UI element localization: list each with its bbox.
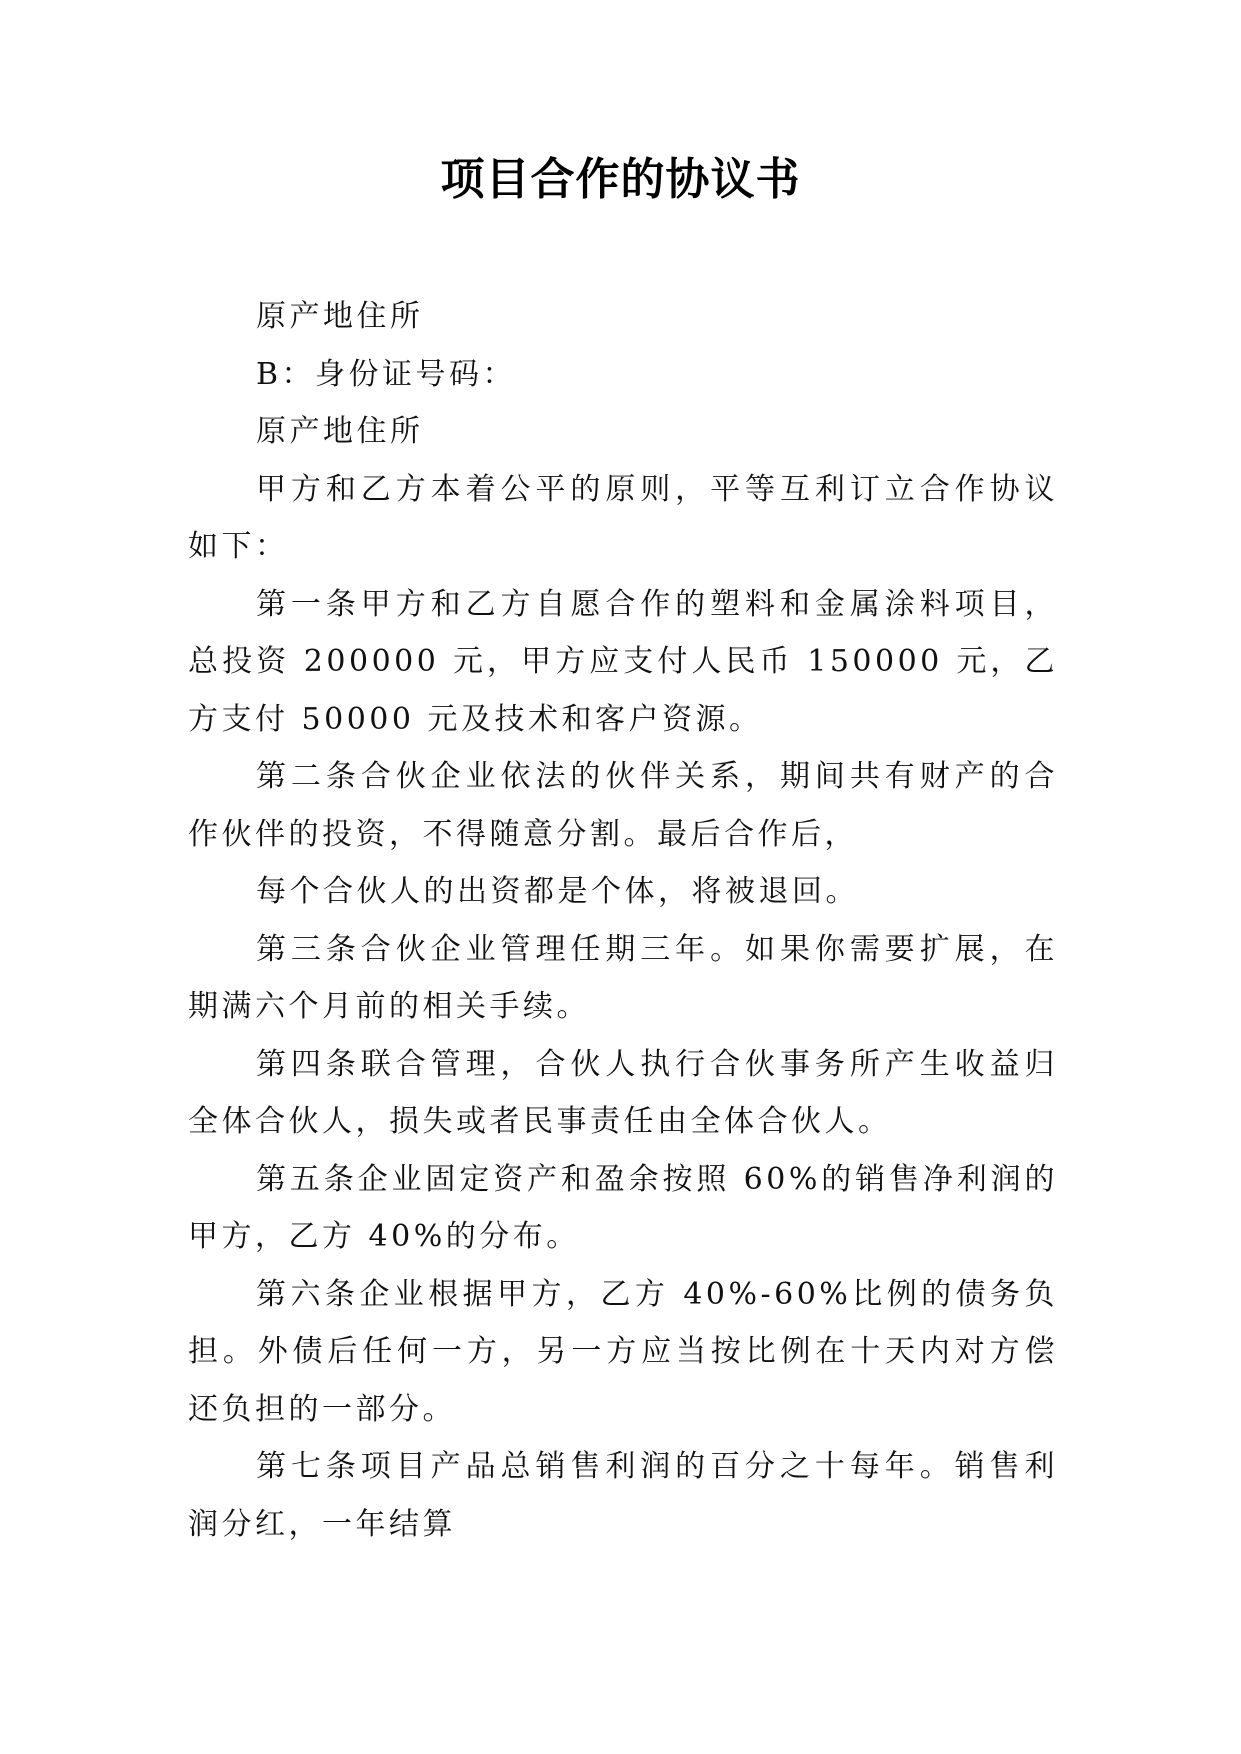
paragraph-article-1: 第一条甲方和乙方自愿合作的塑料和金属涂料项目，总投资 200000 元，甲方应支付人民币 150000 元，乙方支付 50000 元及技术和客户资源。 <box>188 586 1058 737</box>
paragraph-article-2-cont: 每个合伙人的出资都是个体，将被退回。 <box>256 874 859 909</box>
document-body <box>188 288 1058 1553</box>
paragraph-article-6: 第六条企业根据甲方，乙方 40%-60%比例的债务负担。外债后任何一方，另一方应当按比例在十天内对方偿还负担的一部分。 <box>188 1276 1058 1427</box>
document-title: 项目合作的协议书 <box>440 154 801 205</box>
paragraph-address-b: 原产地住所 <box>256 414 424 449</box>
paragraph-article-5: 第五条企业固定资产和盈余按照 60%的销售净利润的甲方，乙方 40%的分布。 <box>188 1161 1058 1254</box>
paragraph-article-3: 第三条合伙企业管理任期三年。如果你需要扩展，在期满六个月前的相关手续。 <box>188 931 1058 1024</box>
paragraph-article-4: 第四条联合管理，合伙人执行合伙事务所产生收益归全体合伙人，损失或者民事责任由全体合伙人。 <box>188 1046 1058 1139</box>
paragraph-address-a: 原产地住所 <box>256 299 424 334</box>
paragraph-article-7: 第七条项目产品总销售利润的百分之十每年。销售利润分红，一年结算 <box>188 1449 1058 1542</box>
paragraph-preamble: 甲方和乙方本着公平的原则，平等互利订立合作协议如下： <box>188 471 1058 564</box>
paragraph-party-b-id: B：身份证号码： <box>256 356 517 392</box>
paragraph-article-2: 第二条合伙企业依法的伙伴关系，期间共有财产的合作伙伴的投资，不得随意分割。最后合作后， <box>188 759 1058 852</box>
